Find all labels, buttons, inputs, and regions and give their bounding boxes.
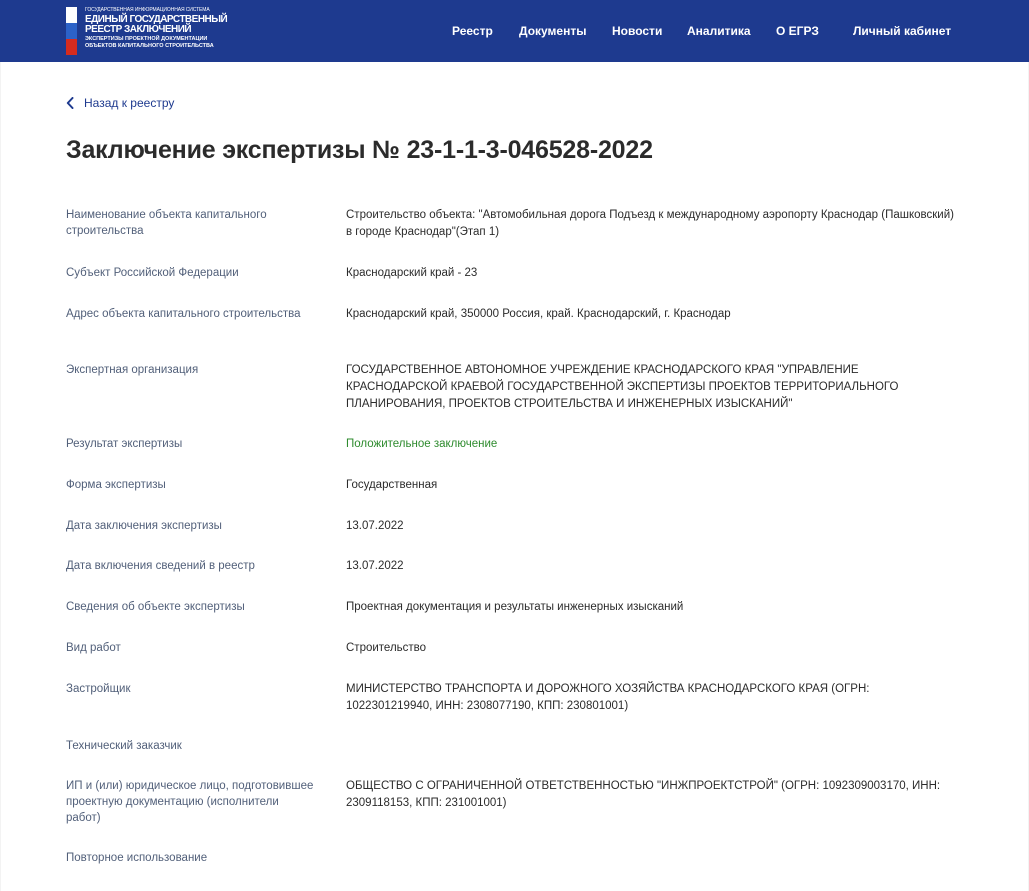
logo-line-5: ОБЪЕКТОВ КАПИТАЛЬНОГО СТРОИТЕЛЬСТВА	[85, 42, 214, 49]
field-value: Проектная документация и результаты инженерных изысканий	[346, 601, 684, 613]
logo-line-2: ЕДИНЫЙ ГОСУДАРСТВЕННЫЙ	[85, 14, 228, 25]
field-label: Дата включения сведений в реестр	[66, 560, 255, 572]
egrz-logo[interactable]	[66, 7, 256, 55]
field-label: Застройщик	[66, 683, 131, 695]
back-to-registry-link[interactable]	[66, 96, 174, 110]
field-value: МИНИСТЕРСТВО ТРАНСПОРТА И ДОРОЖНОГО ХОЗЯЙСТВА КРАСНОДАРСКОГО КРАЯ (ОГРН: 1022301219940, ИНН: 2308077190, КПП: 230801001)	[346, 683, 870, 712]
field-value: 13.07.2022	[346, 520, 404, 532]
field-label: Результат экспертизы	[66, 438, 183, 450]
field-label: Экспертная организация	[66, 364, 199, 376]
logo-line-1: ГОСУДАРСТВЕННАЯ ИНФОРМАЦИОННАЯ СИСТЕМА	[85, 7, 210, 13]
nav-documents[interactable]: Документы	[519, 24, 587, 38]
chevron-left-icon	[66, 97, 74, 109]
field-value: ОБЩЕСТВО С ОГРАНИЧЕННОЙ ОТВЕТСТВЕННОСТЬЮ "ИНЖПРОЕКТСТРОЙ" (ОГРН: 1092309003170, ИНН: 2309118153, КПП: 231001001)	[346, 780, 941, 809]
logo-text	[85, 8, 227, 55]
field-value: 13.07.2022	[346, 560, 404, 572]
field-value: Строительство	[346, 642, 427, 654]
field-value: Строительство объекта: "Автомобильная дорога Подъезд к международному аэропорту Краснодар (Пашковский) в городе Краснодар"(Этап 1)	[346, 209, 954, 238]
field-label: Форма экспертизы	[66, 479, 166, 491]
site-header	[0, 0, 1029, 62]
nav-about[interactable]: О ЕГРЗ	[776, 24, 819, 38]
field-label: ИП и (или) юридическое лицо, подготовившее проектную документацию (исполнители работ)	[66, 780, 314, 824]
nav-news[interactable]: Новости	[612, 24, 663, 38]
logo-line-3: РЕЕСТР ЗАКЛЮЧЕНИЙ	[85, 24, 192, 35]
field-label: Сведения об объекте экспертизы	[66, 601, 245, 613]
field-label: Наименование объекта капитального строительства	[66, 209, 267, 237]
russian-flag-icon	[66, 7, 77, 55]
field-value: Государственная	[346, 479, 438, 491]
field-value: Краснодарский край, 350000 Россия, край. Краснодарский, г. Краснодар	[346, 308, 731, 320]
nav-personal-account[interactable]: Личный кабинет	[853, 24, 952, 38]
field-label: Повторное использование	[66, 852, 208, 864]
field-label: Технический заказчик	[66, 740, 182, 752]
logo-line-4: ЭКСПЕРТИЗЫ ПРОЕКТНОЙ ДОКУМЕНТАЦИИ	[85, 36, 208, 42]
field-value: Краснодарский край - 23	[346, 267, 478, 279]
field-label: Субъект Российской Федерации	[66, 267, 239, 279]
expertise-result-value: Положительное заключение	[346, 438, 498, 450]
field-label: Дата заключения экспертизы	[66, 520, 222, 532]
back-link-label: Назад к реестру	[84, 96, 175, 110]
nav-analytics[interactable]: Аналитика	[687, 24, 751, 38]
field-value: ГОСУДАРСТВЕННОЕ АВТОНОМНОЕ УЧРЕЖДЕНИЕ КРАСНОДАРСКОГО КРАЯ "УПРАВЛЕНИЕ КРАСНОДАРСКОЙ КРАЕВОЙ ГОСУДАРСТВЕННОЙ ЭКСПЕРТИЗЫ ПРОЕКТОВ ТЕРРИТОРИАЛЬНОГО ПЛАНИРОВАНИЯ, ПРОЕКТОВ СТРОИТЕЛЬСТВА И ИНЖЕНЕРНЫХ ИЗЫСКАНИЙ"	[346, 364, 899, 410]
page-title: Заключение экспертизы № 23-1-1-3-046528-2022	[66, 136, 653, 164]
field-label: Адрес объекта капитального строительства	[66, 308, 301, 320]
field-label: Вид работ	[66, 642, 121, 654]
nav-registry[interactable]: Реестр	[452, 24, 493, 38]
